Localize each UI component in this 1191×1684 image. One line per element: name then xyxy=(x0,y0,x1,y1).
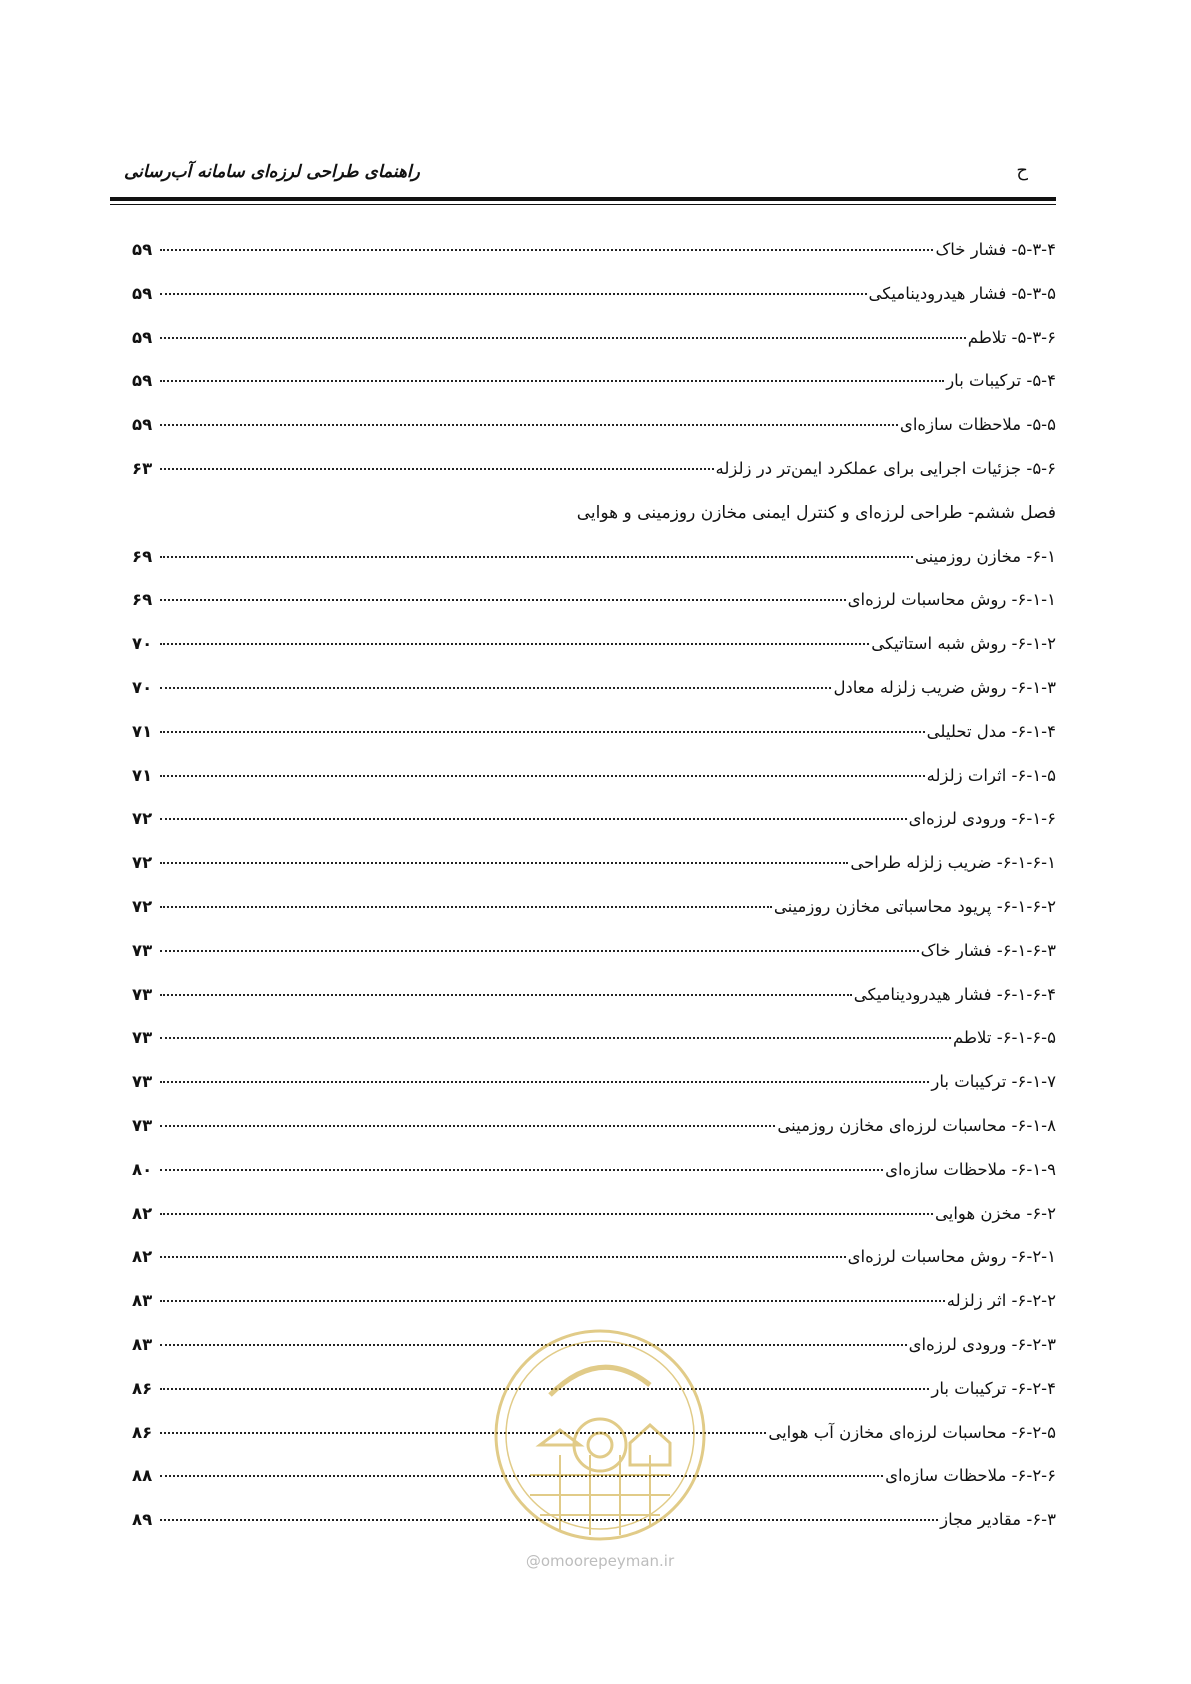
toc-entry xyxy=(132,413,1056,457)
toc-entry-label: ۶-۲-۲- اثر زلزله xyxy=(946,1291,1056,1311)
toc-entry-label: ۶-۱-۶-۱- ضریب زلزله طراحی xyxy=(850,853,1056,873)
toc-page-number: ۷۰ xyxy=(132,634,153,654)
toc-entry-label: ۶-۱-۶-۳- فشار خاک xyxy=(920,940,1056,960)
toc-leader-dots xyxy=(160,731,925,733)
toc-entry-label: ۶-۱-۶- ورودی لرزه‌ای xyxy=(908,809,1056,829)
page-letter: ح xyxy=(1016,160,1028,181)
running-title: راهنمای طراحی لرزه‌ای سامانه آب‌رسانی xyxy=(124,162,420,182)
toc-leader-dots xyxy=(160,1169,883,1171)
toc-leader-dots xyxy=(160,643,869,645)
toc-entry xyxy=(132,588,1056,632)
toc-leader-dots xyxy=(160,1256,846,1258)
toc-entry-label: ۶-۱-۷- ترکیبات بار xyxy=(931,1072,1056,1092)
toc-page-number: ۷۲ xyxy=(132,853,153,873)
toc-page-number: ۸۲ xyxy=(132,1247,153,1267)
toc-entry-label: ۶-۱-۳- روش ضریب زلزله معادل xyxy=(833,677,1056,697)
toc-page-number: ۸۹ xyxy=(132,1510,153,1530)
toc-entry xyxy=(132,1202,1056,1246)
toc-page-number: ۷۳ xyxy=(132,984,153,1004)
toc-page-number: ۵۹ xyxy=(132,283,153,303)
toc-page-number: ۸۲ xyxy=(132,1203,153,1223)
toc-entry-label: ۶-۱-۹- ملاحظات سازه‌ای xyxy=(885,1159,1056,1179)
toc-entry-label: ۶-۱-۶-۲- پریود محاسباتی مخازن روزمینی xyxy=(773,896,1056,916)
toc-entry-label: ۶-۱- مخازن روزمینی xyxy=(914,546,1056,566)
watermark-url: @omoorepeyman.ir xyxy=(525,1552,675,1570)
toc-entry-label: ۶-۱-۱- روش محاسبات لرزه‌ای xyxy=(847,590,1056,610)
toc-page-number: ۶۹ xyxy=(132,590,153,610)
toc-page-number: ۶۹ xyxy=(132,546,153,566)
toc-entry xyxy=(132,807,1056,851)
toc-leader-dots xyxy=(160,862,848,864)
toc-entry xyxy=(132,369,1056,413)
toc-page-number: ۷۱ xyxy=(132,765,153,785)
toc-entry xyxy=(132,282,1056,326)
toc-entry xyxy=(132,1070,1056,1114)
toc-entry xyxy=(132,1114,1056,1158)
toc-page-number: ۷۲ xyxy=(132,809,153,829)
toc-page-number: ۷۳ xyxy=(132,1072,153,1092)
toc-entry xyxy=(132,895,1056,939)
toc-entry xyxy=(132,545,1056,589)
toc-leader-dots xyxy=(160,1213,933,1215)
toc-leader-dots xyxy=(160,293,867,295)
toc-entry xyxy=(132,457,1056,501)
toc-leader-dots xyxy=(160,818,907,820)
toc-leader-dots xyxy=(160,906,772,908)
toc-entry xyxy=(132,676,1056,720)
toc-page-number: ۵۹ xyxy=(132,371,153,391)
page-header xyxy=(110,150,1056,190)
toc-entry xyxy=(132,983,1056,1027)
toc-entry-label: ۶-۳- مقادیر مجاز xyxy=(940,1510,1056,1530)
toc-entry xyxy=(132,851,1056,895)
toc-entry-label: ۶-۱-۵- اثرات زلزله xyxy=(926,765,1056,785)
toc-entry-label: ۶-۱-۸- محاسبات لرزه‌ای مخازن روزمینی xyxy=(777,1115,1056,1135)
toc-leader-dots xyxy=(160,950,919,952)
toc-entry xyxy=(132,632,1056,676)
toc-entry-label: ۵-۳-۴- فشار خاک xyxy=(935,240,1056,259)
toc-entry-label: ۶-۲-۱- روش محاسبات لرزه‌ای xyxy=(847,1247,1056,1267)
toc-page-number: ۵۹ xyxy=(132,240,153,259)
toc-leader-dots xyxy=(160,1081,929,1083)
toc-entry-label: ۵-۳-۵- فشار هیدرودینامیکی xyxy=(868,283,1056,303)
toc-entry-label: ۶-۱-۶-۴- فشار هیدرودینامیکی xyxy=(853,984,1056,1004)
toc-leader-dots xyxy=(160,599,846,601)
toc-entry xyxy=(132,1158,1056,1202)
toc-leader-dots xyxy=(160,556,913,558)
toc-leader-dots xyxy=(160,249,933,251)
toc-page-number: ۷۱ xyxy=(132,721,153,741)
toc-entry xyxy=(132,764,1056,808)
toc-entry-label: ۶-۱-۶-۵- تلاطم xyxy=(952,1028,1056,1048)
toc-entry-label: ۶-۲-۳- ورودی لرزه‌ای xyxy=(908,1334,1056,1354)
toc-page-number: ۸۶ xyxy=(132,1422,153,1442)
toc-page-number: ۷۳ xyxy=(132,1028,153,1048)
toc-leader-dots xyxy=(160,687,831,689)
toc-entry-label: ۶-۲- مخزن هوایی xyxy=(935,1203,1056,1223)
toc-leader-dots xyxy=(160,1037,951,1039)
toc-leader-dots xyxy=(160,1300,945,1302)
toc-entry xyxy=(132,1245,1056,1289)
toc-leader-dots xyxy=(160,775,925,777)
toc-entry-label: ۶-۲-۴- ترکیبات بار xyxy=(931,1378,1056,1398)
toc-entry-label: فصل ششم- طراحی لرزه‌ای و کنترل ایمنی مخازن روزمینی و هوایی xyxy=(576,502,1056,523)
toc-page-number: ۶۳ xyxy=(132,458,153,478)
toc-entry-label: ۵-۵- ملاحظات سازه‌ای xyxy=(899,415,1056,435)
toc-entry xyxy=(132,720,1056,764)
toc-leader-dots xyxy=(160,468,714,470)
toc-page-number: ۷۲ xyxy=(132,896,153,916)
toc-page-number: ۸۳ xyxy=(132,1334,153,1354)
toc-entry-label: ۶-۱-۲- روش شبه استاتیکی xyxy=(871,634,1056,654)
toc-entry-label: ۵-۳-۶- تلاطم xyxy=(967,327,1056,347)
toc-chapter-heading xyxy=(132,501,1056,545)
toc-entry xyxy=(132,1026,1056,1070)
toc-page-number: ۷۳ xyxy=(132,940,153,960)
toc-page-number: ۵۹ xyxy=(132,415,153,435)
toc-leader-dots xyxy=(160,424,898,426)
toc-page-number: ۵۹ xyxy=(132,327,153,347)
toc-entry xyxy=(132,326,1056,370)
toc-page-number: ۸۳ xyxy=(132,1291,153,1311)
toc-entry-label: ۵-۶- جزئیات اجرایی برای عملکرد ایمن‌تر در زلزله xyxy=(715,458,1056,478)
header-rule-thick xyxy=(110,197,1056,201)
toc-entry-label: ۶-۱-۴- مدل تحلیلی xyxy=(926,721,1056,741)
toc-page-number: ۸۸ xyxy=(132,1466,153,1486)
toc-leader-dots xyxy=(160,1125,775,1127)
toc-page-number: ۸۰ xyxy=(132,1159,153,1179)
toc-page-number: ۷۰ xyxy=(132,677,153,697)
toc-entry-label: ۶-۲-۵- محاسبات لرزه‌ای مخازن آب هوایی xyxy=(768,1422,1056,1442)
toc-leader-dots xyxy=(160,380,944,382)
header-rule-thin xyxy=(110,204,1056,205)
watermark-seal-logo xyxy=(490,1325,710,1545)
toc-page-number: ۷۳ xyxy=(132,1115,153,1135)
toc-entry xyxy=(132,238,1056,282)
toc-page-number: ۸۶ xyxy=(132,1378,153,1398)
toc-entry-label: ۵-۴- ترکیبات بار xyxy=(946,371,1056,391)
toc-leader-dots xyxy=(160,994,852,996)
toc-entry-label: ۶-۲-۶- ملاحظات سازه‌ای xyxy=(885,1466,1056,1486)
toc-entry xyxy=(132,939,1056,983)
toc-leader-dots xyxy=(160,337,966,339)
